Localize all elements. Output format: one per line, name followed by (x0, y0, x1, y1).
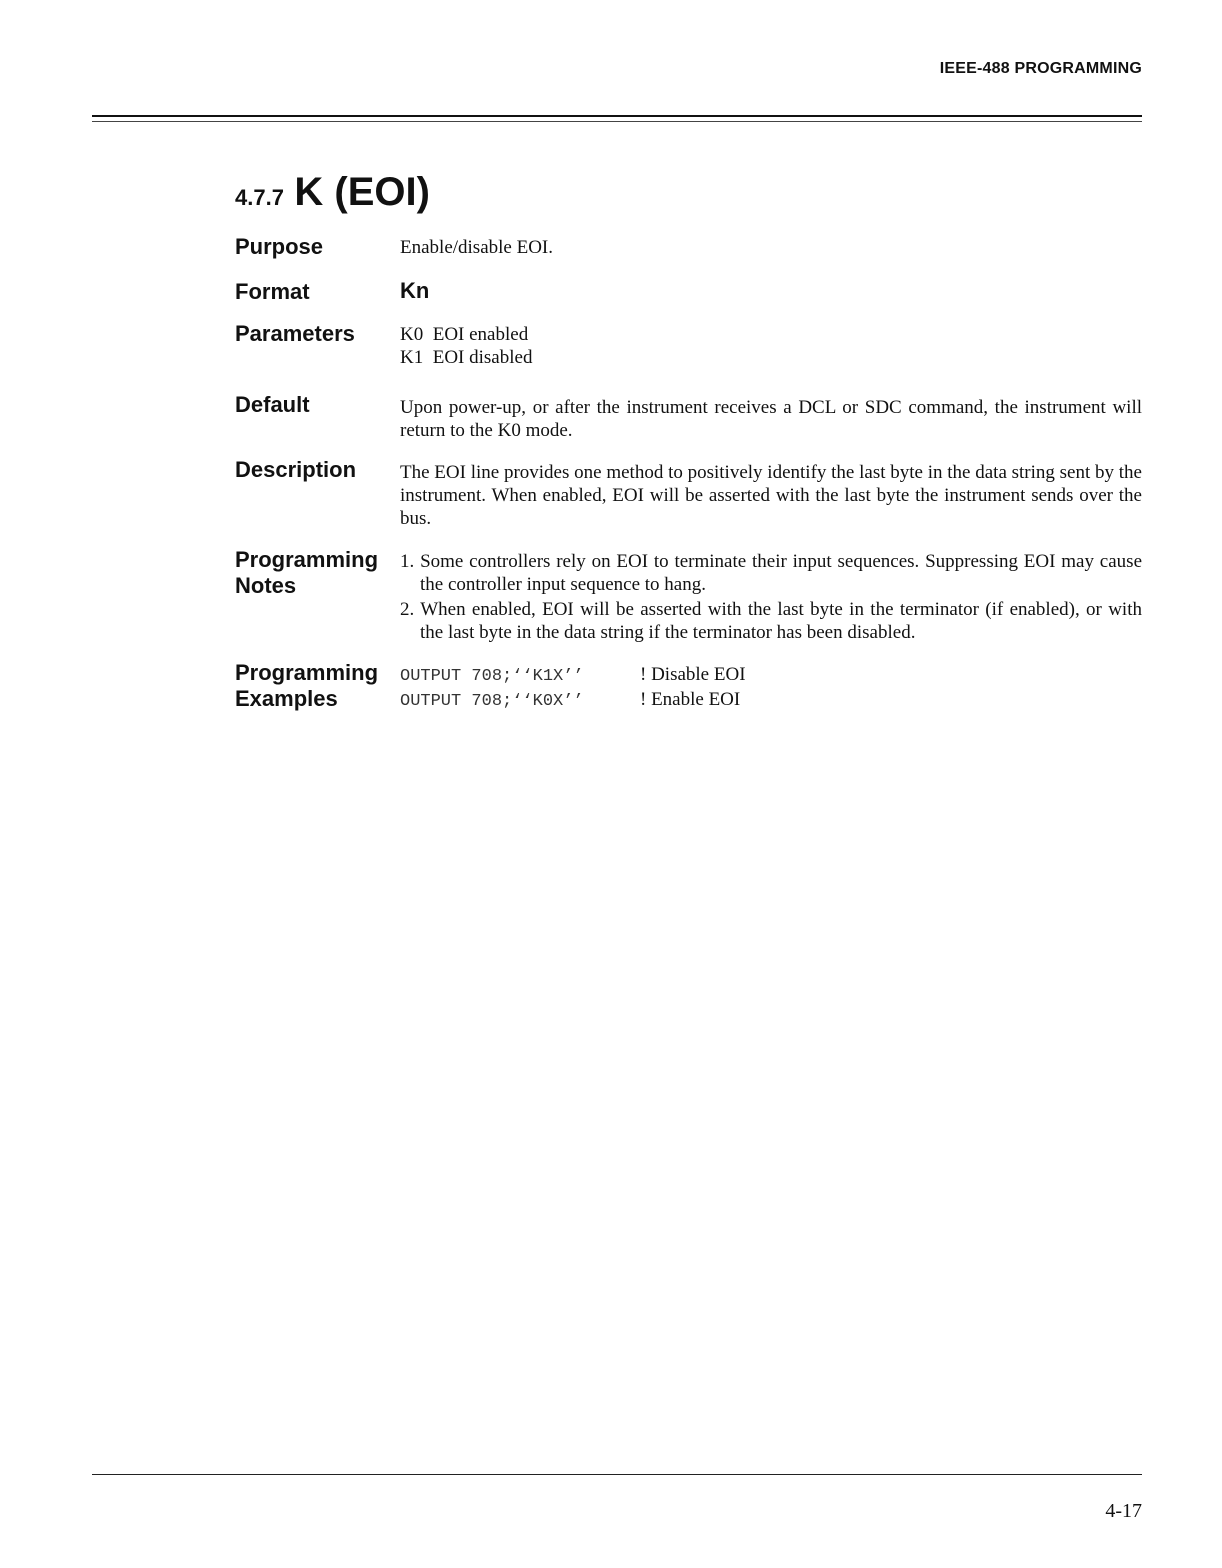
default-label: Default (235, 392, 310, 417)
header-rule (92, 115, 1142, 117)
format-value: Kn (400, 278, 430, 303)
footer-rule (92, 1474, 1142, 1475)
programming-examples-label-line1: Programming (235, 660, 379, 685)
programming-example-line (400, 688, 1142, 713)
header-rule-secondary (92, 121, 1142, 122)
purpose-text: Enable/disable EOI. (400, 237, 554, 258)
page-number: 4-17 (1105, 1500, 1142, 1522)
purpose-label: Purpose (235, 234, 324, 259)
programming-notes-list (400, 550, 1142, 646)
programming-examples-list (400, 663, 1142, 713)
programming-notes-label-line2: Notes (235, 573, 297, 598)
example-comment: ! Disable EOI (640, 664, 746, 685)
example-comment: ! Enable EOI (640, 689, 741, 710)
parameters-list (400, 323, 1142, 369)
example-code: OUTPUT 708;‘‘K1X’’ (400, 667, 584, 686)
programming-note-item: 1. Some controllers rely on EOI to terminate their input sequences. Suppressing EOI may cause the controller input sequence to hang. (400, 551, 1142, 595)
parameters-label: Parameters (235, 321, 355, 346)
programming-example-line (400, 663, 1142, 688)
programming-notes-label (235, 547, 395, 599)
programming-notes-label-line1: Programming (235, 547, 379, 572)
section-number: 4.7.7 (235, 185, 284, 210)
section-heading (235, 170, 430, 215)
programming-examples-label-line2: Examples (235, 686, 338, 711)
running-header: IEEE-488 PROGRAMMING (939, 60, 1142, 77)
default-text: Upon power-up, or after the instrument receives a DCL or SDC command, the instrument will return to the K0 mode. (400, 397, 1142, 441)
section-title: K (EOI) (294, 170, 430, 214)
parameter-item: K0 EOI enabled (400, 324, 529, 345)
description-label: Description (235, 457, 357, 482)
format-label: Format (235, 279, 310, 304)
programming-note-item: 2. When enabled, EOI will be asserted with the last byte in the terminator (if enabled), or with the last byte in the data string if the terminator has been disabled. (400, 599, 1142, 643)
parameter-item: K1 EOI disabled (400, 347, 533, 368)
programming-examples-label (235, 660, 395, 712)
description-text: The EOI line provides one method to positively identify the last byte in the data string sent by the instrument. When enabled, EOI will be asserted with the last byte the instrument sends over the bus. (400, 462, 1142, 529)
example-code: OUTPUT 708;‘‘K0X’’ (400, 692, 584, 711)
